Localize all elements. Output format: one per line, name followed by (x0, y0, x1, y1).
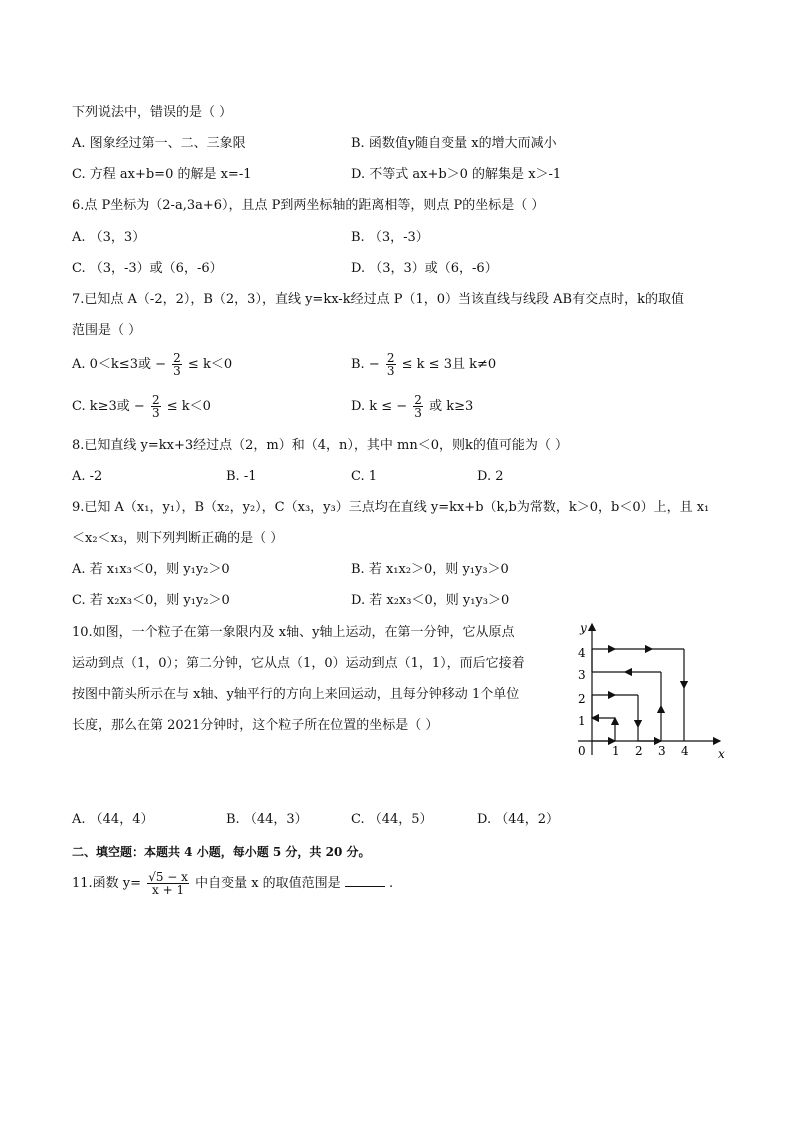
q9-option-a: A. 若 x₁x₃＜0，则 y₁y₂＞0 (72, 562, 230, 577)
q7-stem-line1: 7.已知点 A（-2，2），B（2，3），直线 y=kx-k经过点 P（1，0）当该直线与线段 AB有交点时，k的取值 (72, 292, 684, 307)
q8-option-b: B. -1 (226, 469, 257, 484)
q10-stem-line4: 长度，那么在第 2021分钟时，这个粒子所在位置的坐标是（ ） (72, 718, 439, 733)
q7-option-b-prefix: B. − (351, 357, 380, 372)
q10-stem-line1: 10.如图，一个粒子在第一象限内及 x轴、y轴上运动，在第一分钟，它从原点 (72, 625, 515, 640)
q7-fraction (172, 352, 182, 377)
q10-option-a: A. （44，4） (72, 812, 154, 827)
q7-option-d (351, 394, 473, 419)
q8-stem: 8.已知直线 y=kx+3经过点（2，m）和（4，n），其中 mn＜0，则k的值可能为（ ） (72, 438, 568, 453)
q11-fraction (147, 871, 189, 896)
q5-stem: 下列说法中，错误的是（ ） (72, 105, 233, 120)
q7-option-c-suffix: ≤ k＜0 (166, 399, 211, 414)
q11-suffix: 中自变量 x 的取值范围是 (195, 876, 341, 891)
q7-option-c (72, 394, 211, 419)
section-heading-fill-in: 二、填空题：本题共 4 小题，每小题 5 分，共 20 分。 (72, 845, 371, 859)
q10-particle-path-figure (570, 618, 730, 763)
q6-option-c: C. （3，-3）或（6，-6） (72, 261, 223, 276)
q6-stem: 6.点 P坐标为（2-a,3a+6），且点 P到两坐标轴的距离相等，则点 P的坐标是（ ） (72, 198, 545, 213)
q9-option-c: C. 若 x₂x₃＜0，则 y₁y₂＞0 (72, 593, 230, 608)
q5-option-a: A. 图象经过第一、二、三象限 (72, 136, 246, 151)
x-tick-label: 3 (658, 744, 666, 758)
q7-fraction (386, 352, 396, 377)
q7-option-c-prefix: C. k≥3或 − (72, 399, 145, 414)
q5-option-d: D. 不等式 ax+b＞0 的解集是 x＞-1 (351, 167, 562, 182)
q9-stem-line1: 9.已知 A（x₁，y₁），B（x₂，y₂），C（x₃，y₃）三点均在直线 y=kx+b（k,b为常数，k＞0，b＜0）上，且 x₁ (72, 500, 710, 515)
x-tick-label: 2 (635, 744, 643, 758)
q6-option-b: B. （3，-3） (351, 230, 429, 245)
q6-option-d: D. （3，3）或（6，-6） (351, 261, 498, 276)
q7-stem-line2: 范围是（ ） (72, 323, 142, 338)
fraction-denominator: 3 (386, 364, 395, 378)
x-axis-label: x (718, 747, 725, 761)
q9-option-b: B. 若 x₁x₂＞0，则 y₁y₃＞0 (351, 562, 509, 577)
answer-blank[interactable] (345, 874, 385, 887)
q7-option-b-suffix: ≤ k ≤ 3且 k≠0 (401, 357, 497, 372)
origin-label: 0 (578, 744, 586, 758)
q7-option-d-suffix: 或 k≥3 (429, 399, 474, 414)
fraction-denominator: x + 1 (152, 883, 185, 897)
q11-stem (72, 871, 393, 896)
y-axis-label: y (580, 621, 587, 635)
q7-option-a (72, 352, 232, 377)
q9-stem-line2: ＜x₂＜x₃，则下列判断正确的是（ ） (72, 531, 284, 546)
fraction-numerator: 2 (151, 393, 160, 407)
q5-option-b: B. 函数值y随自变量 x的增大而减小 (351, 136, 557, 151)
y-tick-label: 1 (578, 714, 586, 728)
q7-option-a-suffix: ≤ k＜0 (187, 357, 233, 372)
q9-option-d: D. 若 x₂x₃＜0，则 y₁y₃＞0 (351, 593, 510, 608)
q10-option-d: D. （44，2） (477, 812, 560, 827)
fraction-denominator: 3 (173, 364, 181, 378)
q7-option-b (351, 352, 496, 377)
fraction-numerator: √5 − x (148, 870, 188, 884)
fraction-denominator: 3 (414, 406, 422, 420)
q10-stem-line3: 按图中箭头所示在与 x轴、y轴平行的方向上来回运动，且每分钟移动 1个单位 (72, 687, 520, 702)
q6-option-a: A. （3，3） (72, 230, 146, 245)
x-tick-label: 4 (681, 744, 689, 758)
fraction-numerator: 2 (414, 393, 422, 407)
q7-option-a-prefix: A. 0＜k≤3或 − (72, 357, 166, 372)
y-tick-label: 2 (578, 692, 586, 706)
q7-fraction (151, 394, 161, 419)
q11-period: . (388, 876, 394, 891)
q7-fraction (413, 394, 423, 419)
y-tick-label: 4 (578, 646, 586, 660)
particle-path (592, 649, 684, 741)
fraction-numerator: 2 (386, 351, 395, 365)
q8-option-d: D. 2 (477, 469, 504, 484)
q5-option-c: C. 方程 ax+b=0 的解是 x=-1 (72, 167, 252, 182)
q10-stem-line2: 运动到点（1，0）；第二分钟，它从点（1，0）运动到点（1，1），而后它接着 (72, 656, 525, 671)
fraction-denominator: 3 (151, 406, 160, 420)
fraction-numerator: 2 (173, 351, 181, 365)
q8-option-c: C. 1 (351, 469, 378, 484)
y-tick-label: 3 (578, 668, 586, 682)
q8-option-a: A. -2 (72, 469, 103, 484)
x-tick-label: 1 (612, 744, 620, 758)
q10-option-c: C. （44，5） (351, 812, 433, 827)
q11-prefix: 11.函数 y= (72, 876, 142, 891)
q7-option-d-prefix: D. k ≤ − (351, 399, 408, 414)
q10-option-b: B. （44，3） (226, 812, 308, 827)
